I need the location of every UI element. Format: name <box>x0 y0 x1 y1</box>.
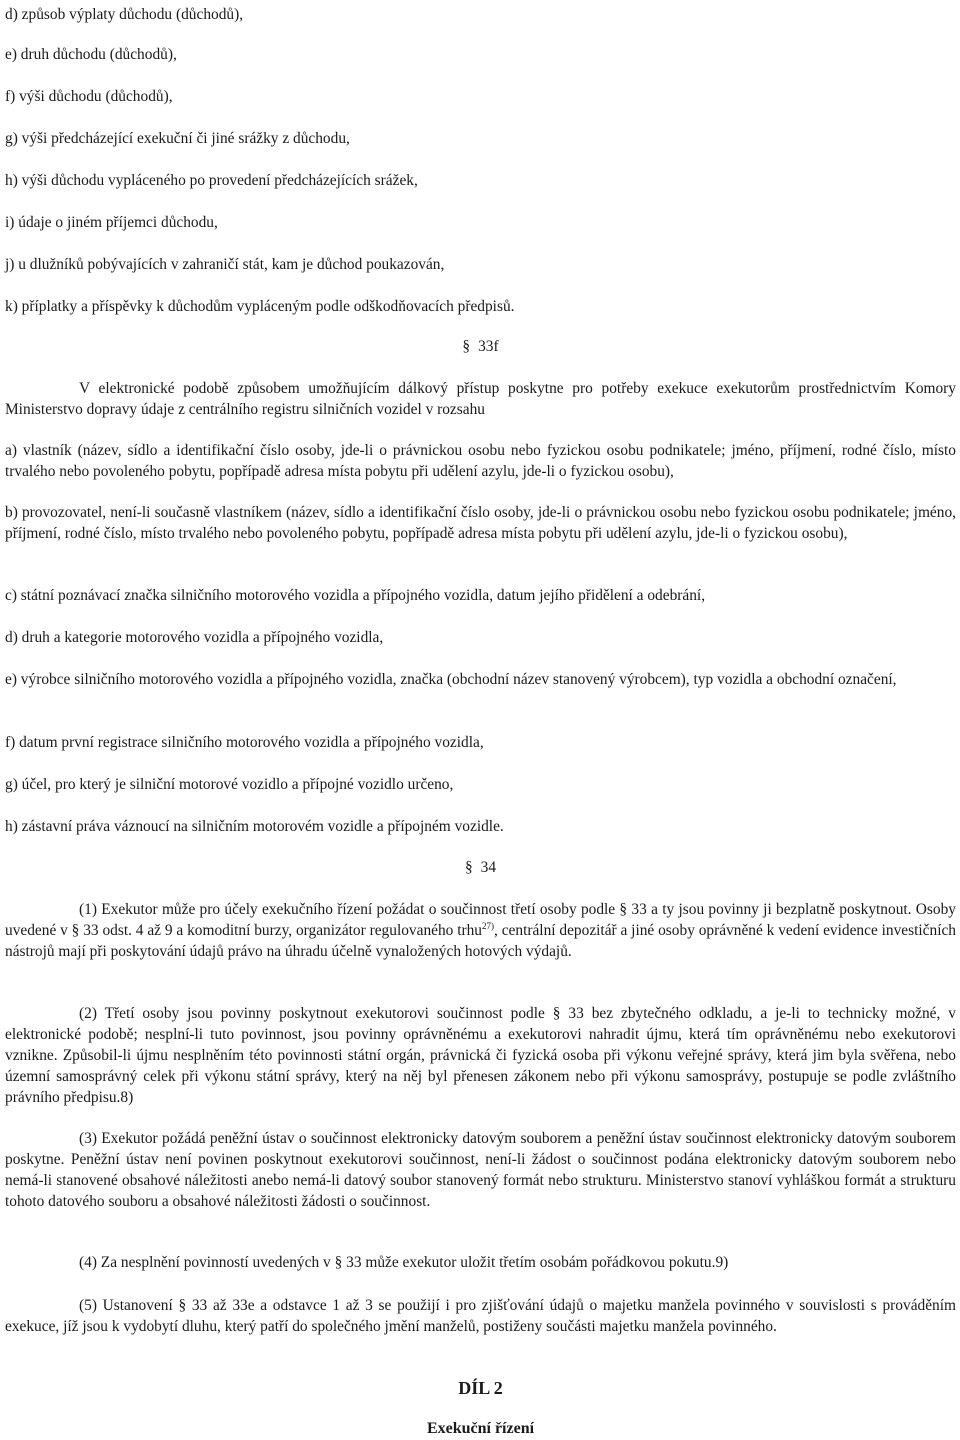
list-item: e) druh důchodu (důchodů), <box>5 46 177 63</box>
part-heading: DÍL 2 <box>458 1378 503 1398</box>
list-item: f) výši důchodu (důchodů), <box>5 88 173 105</box>
list-item: a) vlastník (název, sídlo a identifikační číslo osoby, jde-li o právnickou osobu nebo fyzickou osobu podnikatele; jméno, příjmení, rodné číslo, místo trvalého nebo povoleného pobytu, popřípadě adresa místa pobytu při udělení azylu, jde-li o fyzickou osobu), <box>5 442 956 480</box>
list-item: d) druh a kategorie motorového vozidla a přípojného vozidla, <box>5 629 384 646</box>
section-symbol: § <box>464 859 473 876</box>
footnote-ref: 27) <box>482 920 495 931</box>
list-item: h) výši důchodu vypláceného po provedení předcházejících srážek, <box>5 172 418 189</box>
list-item: h) zástavní práva váznoucí na silničním motorovém vozidle a přípojném vozidle. <box>5 818 504 835</box>
section-heading-34 <box>5 857 956 878</box>
paragraph-3: (3) Exekutor požádá peněžní ústav o součinnost elektronicky datovým souborem a peněžní ústav součinnost elektronicky datovým souborem poskytne. Peněžní ústav není povinen poskytnout exekutorovi součinnost, není-li žádost o součinnost podána elektronicky datovým souborem nebo nemá-li stanovené obsahové náležitosti anebo nemá-li datový soubor stanovený formát nebo strukturu. Ministerstvo stanoví vyhláškou formát a strukturu tohoto datového souboru a obsahové náležitosti žádosti o součinnost. <box>5 1130 956 1210</box>
part-title: Exekuční řízení <box>426 1420 535 1437</box>
paragraph-4: (4) Za nesplnění povinností uvedených v § 33 může exekutor uložit třetím osobám pořádkovou pokutu.9) <box>79 1254 729 1271</box>
section-heading-33f <box>5 336 956 357</box>
section-symbol: § <box>462 338 471 355</box>
list-item: j) u dlužníků pobývajících v zahraničí stát, kam je důchod poukazován, <box>5 256 445 273</box>
list-item: i) údaje o jiném příjemci důchodu, <box>5 214 218 231</box>
list-item: f) datum první registrace silničního motorového vozidla a přípojného vozidla, <box>5 734 484 751</box>
list-item: c) státní poznávací značka silničního motorového vozidla a přípojného vozidla, datum jejího přidělení a odebrání, <box>5 587 706 604</box>
section-number: 33f <box>478 338 499 355</box>
paragraph-5: (5) Ustanovení § 33 až 33e a odstavce 1 až 3 se použijí i pro zjišťování údajů o majetku manžela povinného v souvislosti s prováděním exekuce, jíž jsou k vydobytí dluhu, který patří do společného jmění manželů, postiženy součásti majetku manžela povinného. <box>5 1297 956 1335</box>
list-item: g) účel, pro který je silniční motorové vozidlo a přípojné vozidlo určeno, <box>5 776 454 793</box>
list-item: g) výši předcházející exekuční či jiné srážky z důchodu, <box>5 130 350 147</box>
list-item: k) příplatky a příspěvky k důchodům vypláceným podle odškodňovacích předpisů. <box>5 298 515 315</box>
section-number: 34 <box>480 859 497 876</box>
list-item: b) provozovatel, není-li současně vlastníkem (název, sídlo a identifikační číslo osoby, jde-li o právnickou osobu nebo fyzickou osobu podnikatele; jméno, příjmení, rodné číslo, místo trvalého nebo povoleného pobytu, popřípadě adresa místa pobytu při udělení azylu, jde-li o fyzickou osobu), <box>5 504 956 542</box>
paragraph-1 <box>5 899 956 962</box>
list-item: e) výrobce silničního motorového vozidla a přípojného vozidla, značka (obchodní název stanovený výrobcem), typ vozidla a obchodní označení, <box>5 671 897 688</box>
paragraph-1-text-end: , centrální depozitář a jiné osoby oprávněné k vedení evidence investičních nástrojů mají při poskytování údajů právo na úhradu účelně vynaložených hotových výdajů. <box>5 922 957 960</box>
paragraph-2: (2) Třetí osoby jsou povinny poskytnout exekutorovi součinnost podle § 33 bez zbytečného odkladu, a je-li to technicky možné, v elektronické podobě; nesplní-li tuto povinnost, jsou povinny oprávněnému a exekutorovi nahradit újmu, která tím oprávněnému nebo exekutorovi vznikne. Způsobil-li újmu nesplněním této povinnosti státní orgán, právnická či fyzická osoba při výkonu veřejné správy, která jim byla svěřena, nebo územní samosprávný celek při výkonu státní správy, který na něj byl přenesen zákonem nebo při výkonu samosprávy, postupuje se podle zvláštního právního předpisu.8) <box>5 1005 956 1106</box>
paragraph-1-text: (1) Exekutor může pro účely exekučního řízení požádat o součinnost třetí osoby podle § 33 a ty jsou povinny ji bezplatně poskytnout. Osoby uvedené v § 33 odst. 4 až 9 a komoditní burzy, organizátor regulovaného trhu <box>5 901 956 939</box>
list-item: d) způsob výplaty důchodu (důchodů), <box>5 6 244 23</box>
section-intro: V elektronické podobě způsobem umožňujícím dálkový přístup poskytne pro potřeby exekuce exekutorům prostřednictvím Komory Ministerstvo dopravy údaje z centrálního registru silničních vozidel v rozsahu <box>5 380 956 418</box>
